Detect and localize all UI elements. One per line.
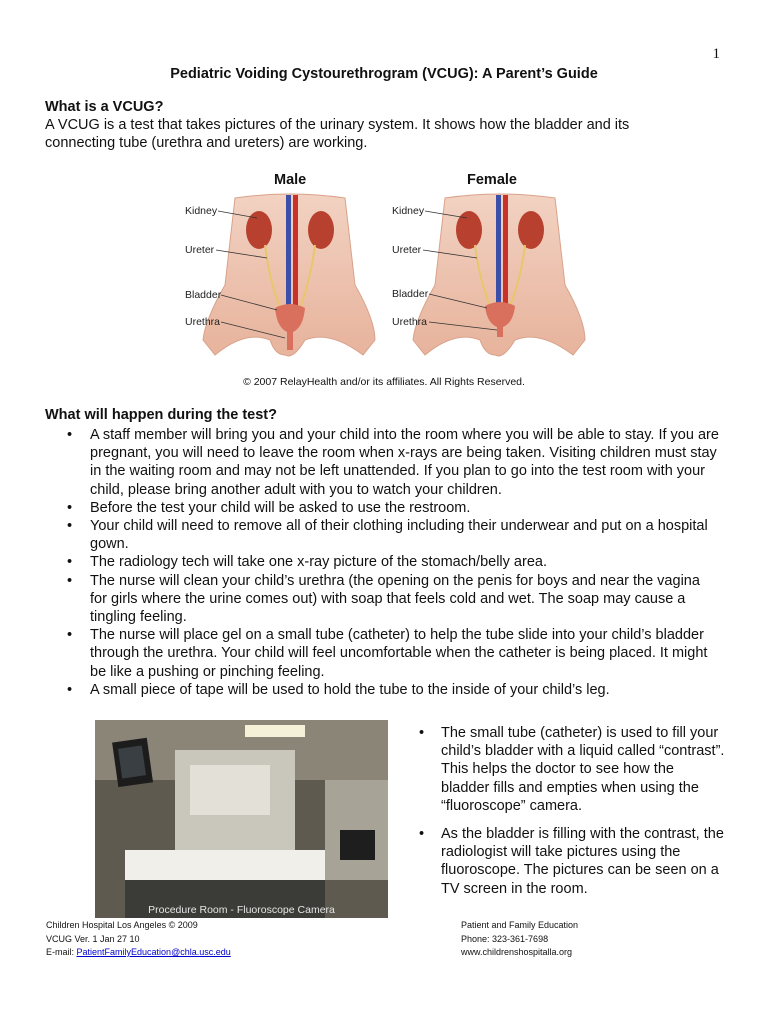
procedure-room-photo (95, 720, 388, 918)
female-ureter-label: Ureter (392, 244, 422, 256)
footer-right (461, 919, 578, 960)
female-urethra-label: Urethra (392, 316, 428, 328)
list-item: • The nurse will clean your child’s urethra (the opening on the penis for boys and near the vagina for girls where the urine comes out) with soap that feels cold and wet. The soap may cause a tingling feeling. (45, 572, 720, 627)
female-bladder-label: Bladder (392, 288, 429, 300)
male-kidney-label: Kidney (185, 205, 218, 217)
footer-copyright: Children Hospital Los Angeles © 2009 (46, 920, 198, 930)
section-what-is-vcug (45, 98, 735, 152)
male-urethra-label: Urethra (185, 316, 221, 328)
male-ureter-label: Ureter (185, 244, 215, 256)
list-item: • The radiology tech will take one x-ray picture of the stomach/belly area. (45, 553, 720, 571)
procedure-room-image (95, 720, 388, 918)
list-item: • Your child will need to remove all of their clothing including their underwear and put on a hospital gown. (45, 517, 720, 553)
list-item: • Before the test your child will be asked to use the restroom. (45, 499, 720, 517)
section-heading-during-test (45, 407, 277, 423)
section-heading-what-is-vcug: What is a VCUG? (45, 99, 164, 115)
female-torso-diagram (413, 194, 585, 356)
list-item: • The nurse will place gel on a small tube (catheter) to help the tube slide into your child’s bladder through the urethra. Your child will feel uncomfortable when the catheter is being placed. It might be like a pushing or pinching feeling. (45, 626, 720, 681)
right-bullet-list (415, 724, 725, 908)
list-item: • A small piece of tape will be used to hold the tube to the inside of your child’s leg. (45, 681, 720, 699)
document-title: Pediatric Voiding Cystourethrogram (VCUG): A Parent’s Guide (170, 66, 598, 82)
footer-version: VCUG Ver. 1 Jan 27 10 (46, 933, 140, 944)
footer-email-link[interactable]: PatientFamilyEducation@chla.usc.edu (76, 947, 231, 957)
female-label: Female (467, 172, 517, 188)
footer-phone: Phone: 323-361-7698 (461, 933, 549, 944)
section-body-line1: A VCUG is a test that takes pictures of the urinary system. It shows how the bladder and its (45, 117, 630, 133)
list-item: • The small tube (catheter) is used to fill your child’s bladder with a liquid called “contrast”. This helps the doctor to see how the bladder fills and empties when using the “fluoroscope” camera. (415, 724, 725, 815)
page-number: 1 (712, 46, 720, 62)
male-label: Male (274, 172, 307, 188)
male-bladder-label: Bladder (185, 289, 222, 301)
list-item: • A staff member will bring you and your child into the room where you will be able to stay. If you are pregnant, you will need to leave the room when x-rays are being taken. Visiting children must stay in the waiting room and may not be left unattended. If you plan to go into the test room with your child, please bring another adult with you to watch your children. (45, 426, 720, 499)
female-kidney-label: Kidney (392, 205, 425, 217)
figure-copyright: © 2007 RelayHealth and/or its affiliates. All Rights Reserved. (243, 376, 525, 388)
footer-website: www.childrenshospitalla.org (461, 947, 573, 957)
male-torso-diagram (203, 194, 375, 356)
section-heading-during-test-text: What will happen during the test? (45, 407, 277, 423)
list-item: • As the bladder is filling with the contrast, the radiologist will take pictures using the fluoroscope. The pictures can be seen on a TV screen in the room. (415, 825, 725, 898)
male-right-kidney-icon (308, 211, 334, 249)
footer-email-label: E-mail: (46, 947, 77, 957)
footer-email-line (46, 946, 231, 960)
section-body-line2: connecting tube (urethra and ureters) are working. (45, 135, 368, 151)
footer-left (46, 919, 231, 960)
urinary-system-illustration (175, 190, 595, 378)
photo-caption: Procedure Room - Fluoroscope Camera (148, 904, 335, 916)
during-test-bullet-list (45, 426, 720, 699)
female-right-kidney-icon (518, 211, 544, 249)
footer-department: Patient and Family Education (461, 920, 579, 930)
